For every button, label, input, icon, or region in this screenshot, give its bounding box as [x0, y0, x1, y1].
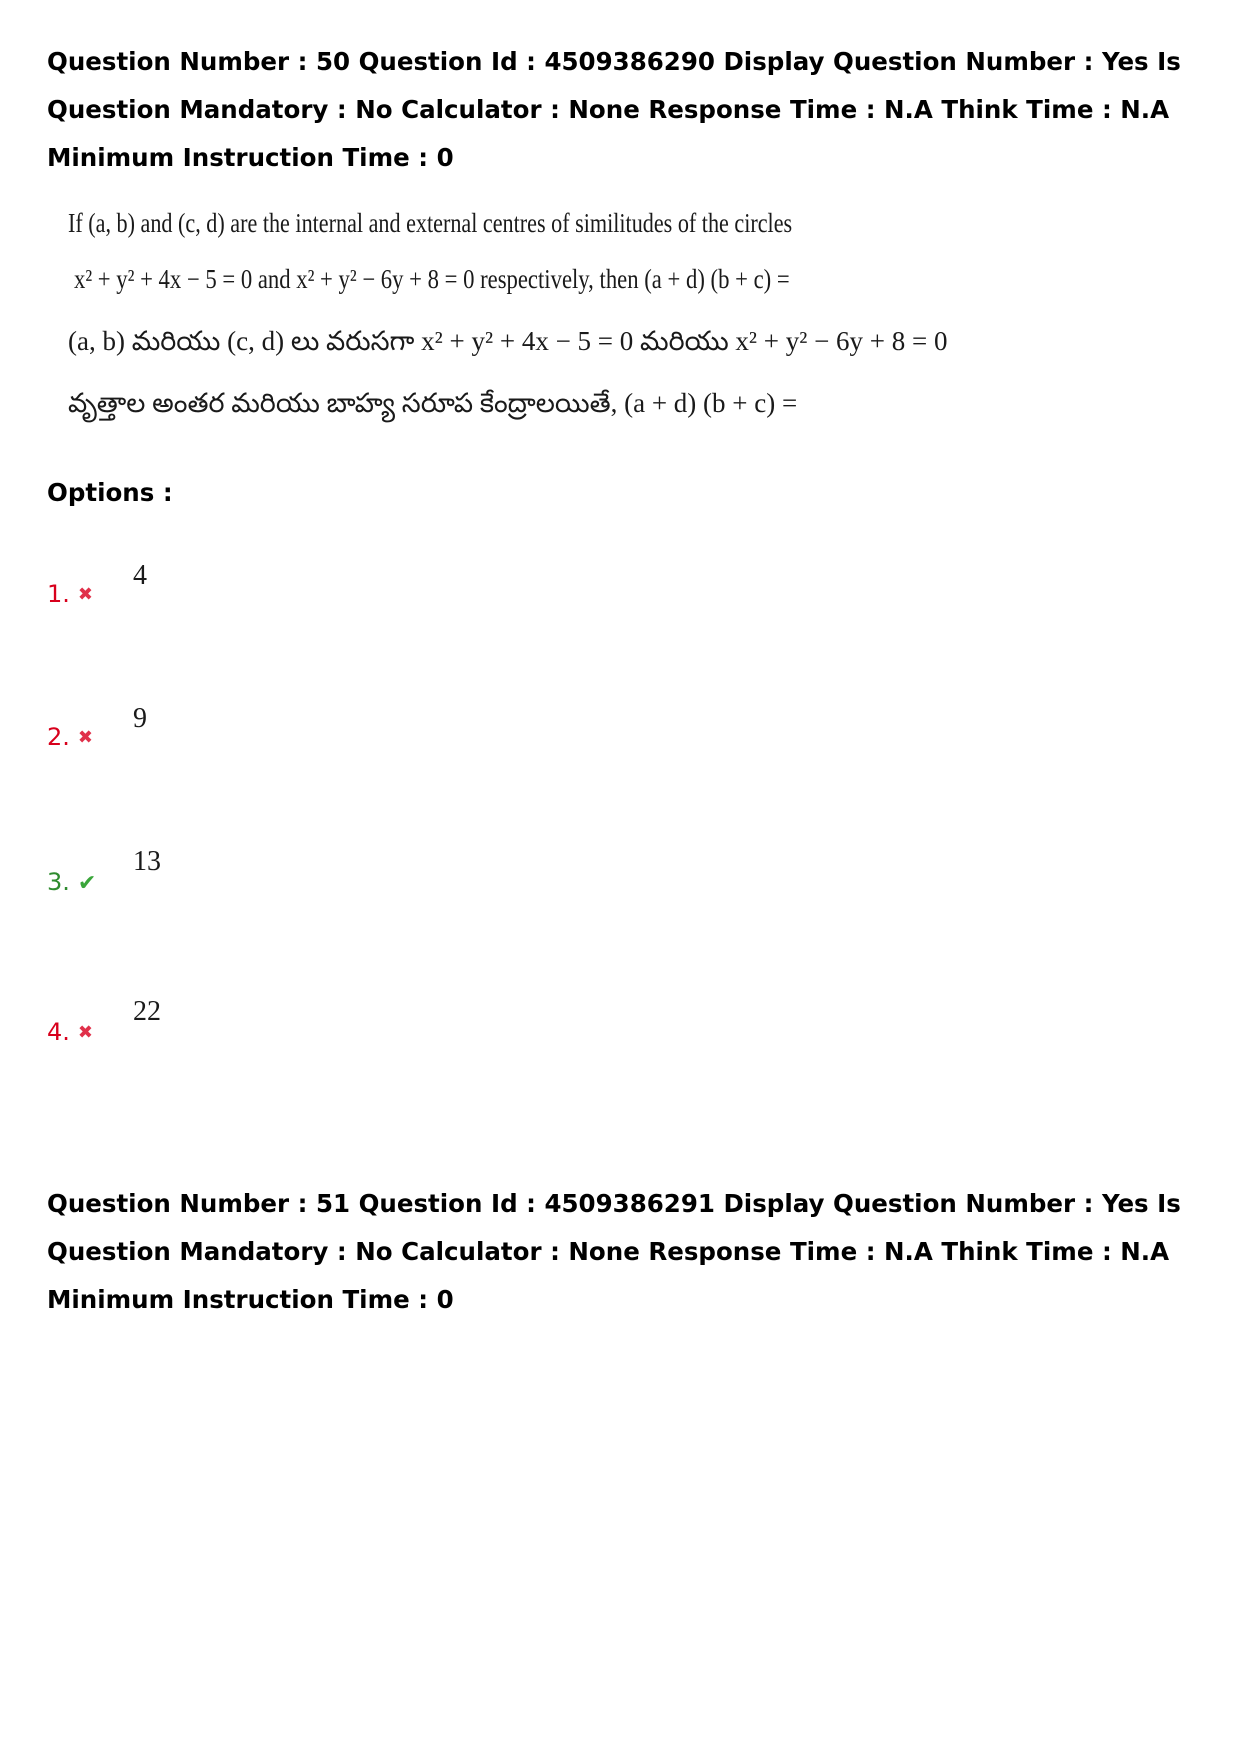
- cross-icon: ✖: [77, 584, 93, 605]
- option-number: 2. ✖: [47, 723, 93, 751]
- cross-icon: ✖: [77, 727, 93, 748]
- option-number: 4. ✖: [47, 1018, 93, 1046]
- option-value: 13: [133, 846, 161, 877]
- option-value: 9: [133, 703, 147, 734]
- option-number: 3. ✔: [47, 868, 97, 896]
- cross-icon: ✖: [77, 1022, 93, 1043]
- question-51-meta: Question Number : 51 Question Id : 4509386291 Display Question Number : Yes Is Question Mandatory : No Calculator : None Response Time : N.A Think Time : N.A Minimum Instruction Time : 0: [47, 1189, 1181, 1314]
- check-icon: ✔: [77, 871, 97, 896]
- question-english-line-1: If (a, b) and (c, d) are the internal and external centres of similitudes of the circles: [68, 208, 793, 238]
- question-telugu-line-1: (a, b) మరియు (c, d) లు వరుసగా x² + y² + 4x − 5 = 0 మరియు x² + y² − 6y + 8 = 0: [68, 326, 948, 356]
- option-value: 22: [133, 996, 161, 1027]
- question-50-meta: Question Number : 50 Question Id : 4509386290 Display Question Number : Yes Is Question Mandatory : No Calculator : None Response Time : N.A Think Time : N.A Minimum Instruction Time : 0: [47, 47, 1181, 172]
- options-label: Options :: [47, 478, 173, 507]
- option-value: 4: [133, 560, 147, 591]
- question-telugu-line-2: వృత్తాల అంతర మరియు బాహ్య సరూప కేంద్రాలయితే, (a + d) (b + c) =: [68, 388, 798, 418]
- question-english-line-2: x² + y² + 4x − 5 = 0 and x² + y² − 6y + 8 = 0 respectively, then (a + d) (b + c) =: [74, 264, 790, 294]
- option-number: 1. ✖: [47, 580, 93, 608]
